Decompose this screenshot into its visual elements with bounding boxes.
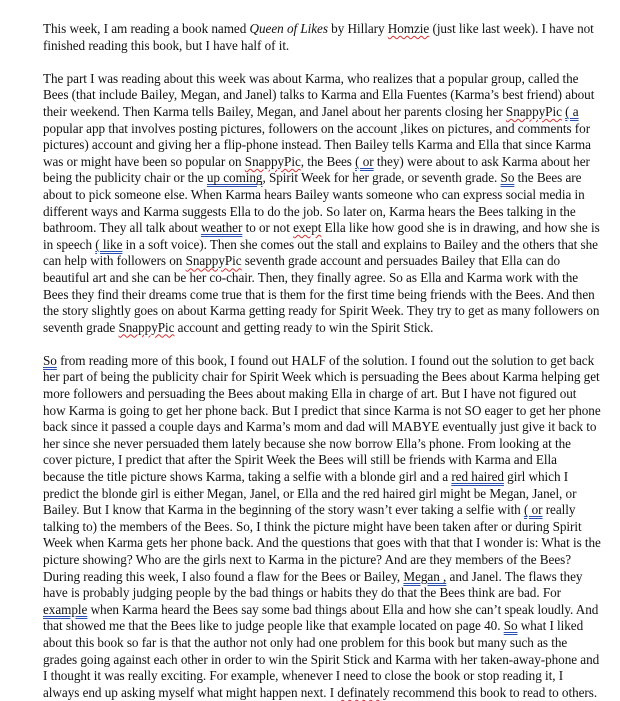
text-run: This week, I am reading a book named — [43, 21, 250, 36]
text-run: in a soft voice). Then she comes out the stall and explains to Bailey and the others that she can help with followers on — [43, 236, 602, 269]
flagged-word: Megan , — [403, 568, 447, 584]
text-run: girl which I predict the blonde girl is either Megan, Janel, or Ella and the red haired girl might be Megan, Janel, or Bailey. But I know that Karma in the beginning of the story wasn’t ever taking a selfie with — [43, 469, 580, 518]
text-run: The part I was reading about this week was about Karma, who realizes that a popular group, called the Bees (that include Bailey, Megan, and Janel) talks to Karma and Ella Fuentes (Karma’s best friend) about their weekend. Then Karma tells Bailey, Megan, and Janel about her parents closing her — [43, 70, 598, 119]
flagged-word: ( like — [95, 236, 123, 252]
paragraph-intro — [43, 21, 601, 54]
paragraph-summary — [43, 71, 601, 337]
paragraph-reflection — [43, 352, 605, 701]
book-title: Queen of Likes — [249, 21, 328, 36]
text-run: really talking to) the members of the Bees. So, I think the picture might have been taken after or during Spirit Week when Karma gets her phone back. And the questions that goes with that that I wonder is: What is the picture showing? Who are the girls next to Karma in the picture? And are they members of the Bees? During reading this week, I also found a flaw for the Bees or Bailey, — [43, 502, 605, 584]
flagged-word: SnappyPic — [244, 153, 301, 169]
text-run: seventh grade account and persuades Bailey that Ella can do beautiful art and she can be her co-chair. Then, they finally agree. So as Ella and Karma work with the Bees they find their dreams come true that is them for the first time being friends with the Bees. And then the story slightly goes on about Karma getting ready for Spirit Week. They try to get as many followers on seventh grade — [43, 253, 603, 335]
flagged-word: ( a — [565, 103, 579, 119]
flagged-word: So — [43, 352, 57, 368]
text-run: they) were about to ask Karma about her being the publicity chair or the — [43, 153, 594, 186]
flagged-word: red haired — [451, 469, 504, 485]
text-run: popular app that involves posting pictures, followers on the account ,likes on pictures, and comments for pictures) account and giving her a flip-phone instead. Then Bailey tells Karma and Ella that since Karma was or might have been so popular on — [43, 103, 595, 169]
text-run: , Spirit Week for her grade, or seventh grade. — [262, 170, 501, 186]
text-run: Ella like how good she is in drawing, and how she is in speech — [43, 220, 603, 252]
text-run: and Janel. The flaws they have is probably judging people by the bad things or habits they do that the Bees think are bad. For — [43, 568, 586, 601]
flagged-word: So — [500, 170, 515, 186]
flagged-word: So — [503, 618, 518, 634]
flagged-word: up coming — [206, 170, 263, 186]
text-run: account and getting ready to win the Spirit Stick. — [174, 319, 434, 335]
text-run: recommend this book to read to others. — [389, 684, 598, 700]
flagged-word: example — [43, 601, 88, 617]
text-run: what I liked about this book so far is that the author not only had one problem for this book but many such as the grades going against each other in order to win the Spirit Stick and Karma with her taken-away-phone and I thought it was really exciting. For example, whenever I need to close the book or stop reading it, I always end up asking myself what might happen next. I — [43, 618, 603, 700]
flagged-word: Homzie — [387, 21, 430, 36]
flagged-word: SnappyPic — [118, 319, 175, 335]
text-run: (just like last week). I have not finished reading this book, but I have half of it. — [43, 21, 598, 53]
text-run: by Hillary — [327, 21, 388, 36]
text-run: the Bees are about to pick someone else. When Karma hears Bailey wants someone who can express social media in different ways and Karma suggests Ella to do the job. So later on, Karma hears the Bees talking in the bathroom. They all talk about — [43, 170, 588, 236]
flagged-word: SnappyPic — [505, 103, 562, 119]
flagged-word: ( or — [355, 153, 374, 169]
text-run: , the Bees — [300, 153, 356, 169]
flagged-word: SnappyPic — [185, 253, 242, 269]
flagged-word: exept — [293, 220, 322, 236]
flagged-word: definately — [337, 684, 390, 700]
flagged-word: ( or — [523, 502, 543, 518]
text-run: from reading more of this book, I found out HALF of the solution. I found out the solution to get back her part of being the publicity chair for Spirit Week which is persuading the Bees about Karma helping get more followers and persuading the Bees about making Ella in charge of art. But I have not figured out how Karma is going to get her phone back. But I predict that since Karma is not SO eager to get her phone back since it passed a couple days and Karma’s mom and dad will MABYE eventually just give it back to her since she never persuaded them lately because she now borrow Ella’s phone. From looking at the cover picture, I predict that after the Spirit Week the Bees will still be friends with Karma and Ella because the title picture shows Karma, taking a selfie with a blonde girl and a — [43, 352, 604, 485]
text-run: to or not — [242, 220, 294, 236]
flagged-word: weather — [200, 220, 243, 236]
text-run: when Karma heard the Bees say some bad things about Ella and how she can’t speak loudly. And that showed me that the Bees like to judge people like that example located on page 40. — [43, 601, 602, 634]
